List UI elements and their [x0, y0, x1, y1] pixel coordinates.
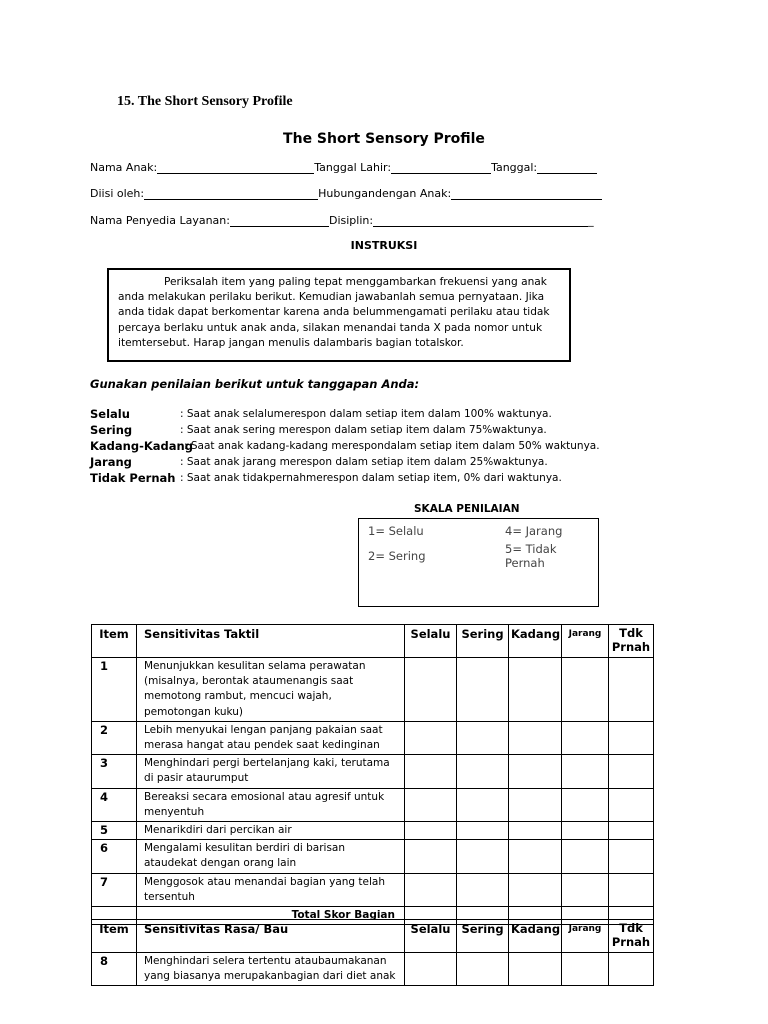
diisi-oleh-field[interactable]	[144, 188, 318, 200]
item-number: 6	[92, 840, 137, 873]
cell-kadang[interactable]	[509, 873, 562, 906]
cell-jarang[interactable]	[562, 822, 609, 840]
item-number: 8	[92, 953, 137, 986]
cell-sering[interactable]	[457, 658, 509, 722]
total-label: Total Skor Bagian	[137, 907, 405, 925]
cell-selalu[interactable]	[405, 658, 457, 722]
cell-selalu[interactable]	[405, 953, 457, 986]
scale-term: Kadang-Kadang	[90, 439, 193, 453]
col-selalu: Selalu	[405, 920, 457, 953]
col-tdk: Tdk	[619, 921, 643, 935]
cell-jarang[interactable]	[562, 873, 609, 906]
table-header-row	[92, 920, 654, 953]
cell-jarang[interactable]	[562, 755, 609, 788]
cell-jarang[interactable]	[562, 788, 609, 821]
item-number: 5	[92, 822, 137, 840]
label-diisi-oleh: Diisi oleh:	[90, 187, 145, 200]
cell-tdk-prnah[interactable]	[609, 721, 654, 754]
cell-tdk-prnah[interactable]	[609, 953, 654, 986]
label-hubungan: Hubungandengan Anak:	[318, 187, 452, 200]
skala-box	[358, 518, 599, 607]
cell-sering[interactable]	[457, 755, 509, 788]
item-number: 1	[92, 658, 137, 722]
item-number: 7	[92, 873, 137, 906]
table-row	[92, 721, 654, 754]
instruksi-box	[107, 268, 571, 362]
cell-kadang[interactable]	[509, 953, 562, 986]
label-tanggal-lahir: Tanggal Lahir:	[314, 161, 392, 174]
col-tdk-prnah	[609, 625, 654, 658]
skala-sering: 2= Sering	[368, 549, 426, 563]
scale-desc: : Saat anak tidakpernahmerespon dalam setiap item, 0% dari waktunya.	[180, 472, 562, 484]
cell-sering[interactable]	[457, 788, 509, 821]
cell-tdk-prnah[interactable]	[609, 658, 654, 722]
hubungan-field[interactable]	[451, 188, 602, 200]
table-row	[92, 788, 654, 821]
cell-jarang[interactable]	[562, 840, 609, 873]
skala-selalu: 1= Selalu	[368, 524, 424, 538]
cell-sering[interactable]	[457, 822, 509, 840]
item-text: Menarikdiri dari percikan air	[137, 822, 405, 840]
skala-title: SKALA PENILAIAN	[414, 503, 520, 515]
field-row-1	[90, 161, 597, 174]
table-row	[92, 658, 654, 722]
tanggal-field[interactable]	[537, 162, 597, 174]
col-jarang: Jarang	[562, 920, 609, 953]
item-number: 4	[92, 788, 137, 821]
label-tanggal: Tanggal:	[491, 161, 538, 174]
item-text: Lebih menyukai lengan panjang pakaian saat merasa hangat atau pendek saat kedinginan	[137, 721, 405, 754]
table-row	[92, 953, 654, 986]
col-tdk: Tdk	[619, 626, 643, 640]
scale-desc: : Saat anak selalumerespon dalam setiap item dalam 100% waktunya.	[180, 408, 552, 420]
form-title: The Short Sensory Profile	[283, 131, 485, 147]
item-text: Menghindari pergi bertelanjang kaki, terutama di pasir ataurumput	[137, 755, 405, 788]
item-text: Menggosok atau menandai bagian yang telah tersentuh	[137, 873, 405, 906]
label-nama-anak: Nama Anak:	[90, 161, 158, 174]
cell-selalu[interactable]	[405, 721, 457, 754]
tanggal-lahir-field[interactable]	[391, 162, 491, 174]
item-text: Bereaksi secara emosional atau agresif untuk menyentuh	[137, 788, 405, 821]
cell-selalu[interactable]	[405, 822, 457, 840]
col-section: Sensitivitas Rasa/ Bau	[137, 920, 405, 953]
field-row-2	[90, 187, 602, 200]
cell-kadang[interactable]	[509, 788, 562, 821]
col-kadang: Kadang	[509, 625, 562, 658]
cell-jarang[interactable]	[562, 953, 609, 986]
instruksi-title: INSTRUKSI	[350, 239, 418, 252]
scale-term: Tidak Pernah	[90, 471, 176, 485]
document-heading: 15. The Short Sensory Profile	[117, 94, 293, 109]
item-number: 3	[92, 755, 137, 788]
table-row	[92, 840, 654, 873]
cell-kadang[interactable]	[509, 755, 562, 788]
table-row	[92, 873, 654, 906]
cell-kadang[interactable]	[509, 822, 562, 840]
cell-kadang[interactable]	[509, 721, 562, 754]
skala-jarang: 4= Jarang	[505, 524, 563, 538]
cell-sering[interactable]	[457, 840, 509, 873]
cell-sering[interactable]	[457, 953, 509, 986]
col-item: Item	[92, 625, 137, 658]
cell-kadang[interactable]	[509, 658, 562, 722]
cell-sering[interactable]	[457, 873, 509, 906]
table-header-row	[92, 625, 654, 658]
cell-tdk-prnah[interactable]	[609, 755, 654, 788]
nama-anak-field[interactable]	[157, 162, 314, 174]
cell-tdk-prnah[interactable]	[609, 873, 654, 906]
scale-term: Selalu	[90, 407, 130, 421]
field-row-3	[90, 214, 594, 227]
col-section: Sensitivitas Taktil	[137, 625, 405, 658]
skala-tidak-pernah: 5= Tidak Pernah	[505, 542, 557, 570]
scale-desc: : Saat anak jarang merespon dalam setiap item dalam 25%waktunya.	[180, 456, 548, 468]
table-row	[92, 755, 654, 788]
cell-jarang[interactable]	[562, 721, 609, 754]
col-jarang: Jarang	[562, 625, 609, 658]
item-number: 2	[92, 721, 137, 754]
col-sering: Sering	[457, 920, 509, 953]
table-row	[92, 822, 654, 840]
item-text: Menghindari selera tertentu ataubaumakanan yang biasanya merupakanbagian dari diet anak	[137, 953, 405, 986]
cell-selalu[interactable]	[405, 873, 457, 906]
label-nama-penyedia: Nama Penyedia Layanan:	[90, 214, 230, 227]
scale-term: Sering	[90, 423, 133, 437]
col-sering: Sering	[457, 625, 509, 658]
col-item: Item	[92, 920, 137, 953]
cell-selalu[interactable]	[405, 788, 457, 821]
col-tdk-prnah	[609, 920, 654, 953]
cell-sering[interactable]	[457, 721, 509, 754]
skala-tidak-pernah-clipped	[505, 542, 595, 570]
disiplin-tail: _	[588, 214, 594, 227]
cell-jarang[interactable]	[562, 658, 609, 722]
cell-tdk-prnah[interactable]	[609, 840, 654, 873]
col-selalu: Selalu	[405, 625, 457, 658]
item-text: Menunjukkan kesulitan selama perawatan (misalnya, berontak ataumenangis saat memotong rambut, mencuci wajah, pemotongan kuku)	[137, 658, 405, 722]
cell-selalu[interactable]	[405, 840, 457, 873]
usage-title: Gunakan penilaian berikut untuk tanggapan Anda:	[90, 377, 420, 391]
scale-term: Jarang	[90, 455, 132, 469]
col-kadang: Kadang	[509, 920, 562, 953]
col-prnah: Prnah	[611, 640, 651, 654]
cell-tdk-prnah[interactable]	[609, 788, 654, 821]
scale-desc: : Saat anak kadang-kadang merespondalam setiap item dalam 50% waktunya.	[184, 440, 600, 452]
label-disiplin: Disiplin:	[328, 214, 374, 227]
nama-penyedia-field[interactable]	[230, 215, 329, 227]
table-sensitivitas-rasa-bau	[91, 919, 654, 986]
cell-selalu[interactable]	[405, 755, 457, 788]
table-sensitivitas-taktil	[91, 624, 654, 925]
scale-desc: : Saat anak sering merespon dalam setiap item dalam 75%waktunya.	[180, 424, 547, 436]
instruksi-text: Periksalah item yang paling tepat menggambarkan frekuensi yang anak anda melakukan perilaku berikut. Kemudian jawabanlah semua pernyataan. Jika anda tidak dapat berkomentar karena anda belummengamati perilaku atau tidak percaya berlaku untuk anak anda, silakan menandai tanda X pada nomor untuk itemtersebut. Harap jangan menulis dalambaris bagian totalskor.	[118, 276, 550, 349]
col-prnah: Prnah	[611, 935, 651, 949]
cell-kadang[interactable]	[509, 840, 562, 873]
disiplin-field[interactable]	[373, 215, 588, 227]
cell-tdk-prnah[interactable]	[609, 822, 654, 840]
item-text: Mengalami kesulitan berdiri di barisan ataudekat dengan orang lain	[137, 840, 405, 873]
